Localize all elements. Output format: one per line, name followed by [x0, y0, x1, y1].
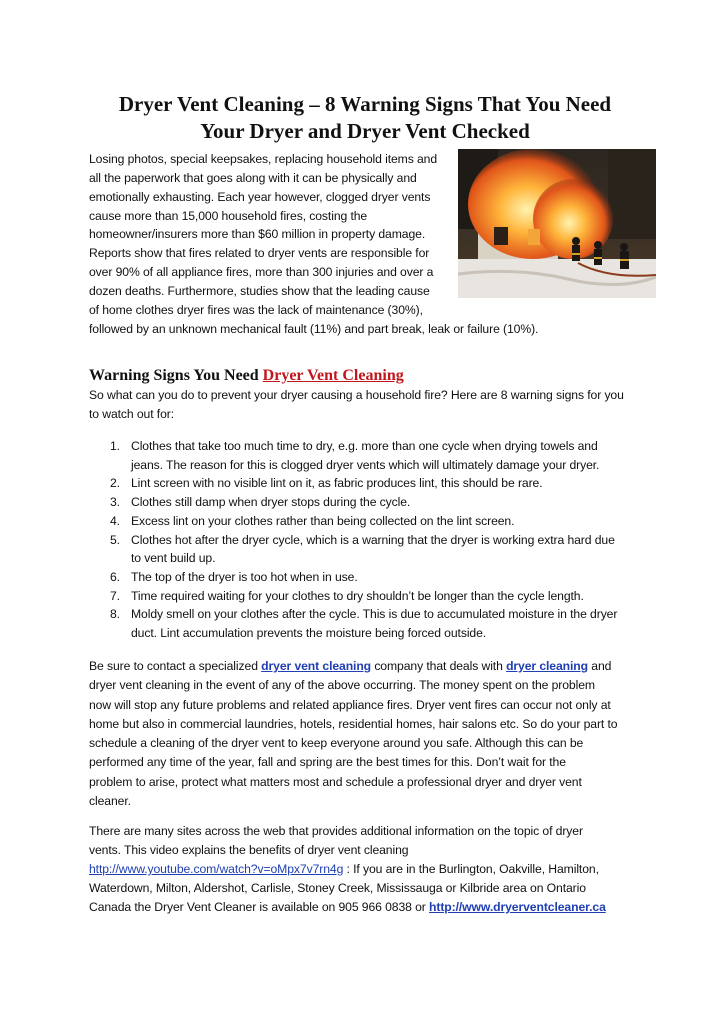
list-number: 2.	[110, 476, 120, 491]
list-number: 6.	[110, 569, 120, 584]
list-item	[110, 437, 650, 474]
lead-line: So what can you do to prevent your dryer causing a household fire? Here are 8 warning signs for you	[89, 388, 624, 402]
dryer-cleaning-link[interactable]: dryer cleaning	[506, 659, 588, 673]
contact-line: problem to arise, protect what matters most and schedule a professional dryer and dryer vent	[89, 774, 582, 789]
contact-line: dryer vent cleaning in the event of any of the above occurring. The money spent on the problem	[89, 678, 595, 693]
contact-line: performed any time of the year, fall and spring are the best times for this. Don’t wait for the	[89, 755, 566, 770]
more-text: : If you are in the Burlington, Oakville, Hamilton,	[343, 862, 599, 876]
list-item-text: to vent build up.	[131, 551, 216, 566]
contact-line-1	[89, 657, 649, 676]
intro-line: homeowner/insurers more than $60 million in property damage.	[89, 227, 426, 241]
page-title	[80, 91, 650, 145]
contact-paragraph	[89, 657, 649, 811]
list-item	[110, 587, 650, 606]
website-link[interactable]: http://www.dryerventcleaner.ca	[429, 900, 606, 914]
contact-text: Be sure to contact a specialized	[89, 659, 262, 673]
title-line-1: Dryer Vent Cleaning – 8 Warning Signs That You Need	[118, 92, 612, 116]
warning-signs-list	[110, 437, 650, 643]
intro-line: emotionally exhausting. Each year however, clogged dryer vents	[89, 190, 431, 204]
intro-line: Reports show that fires related to dryer vents are responsible for	[89, 246, 430, 260]
list-number: 5.	[110, 532, 120, 547]
list-item-text: Lint screen with no visible lint on it, as fabric produces lint, this should be rare.	[131, 476, 543, 491]
title-line-2: Your Dryer and Dryer Vent Checked	[200, 119, 530, 143]
list-item	[110, 605, 650, 642]
list-item-text: Clothes hot after the dryer cycle, which is a warning that the dryer is working extra hard due	[131, 532, 615, 547]
list-item	[110, 568, 650, 587]
house-fire-illustration	[458, 149, 656, 298]
contact-text: company that deals with	[371, 659, 507, 673]
list-item-text: Time required waiting for your clothes to dry shouldn’t be longer than the cycle length.	[131, 588, 584, 603]
intro-line: followed by an unknown mechanical fault (11%) and part break, leak or failure (10%).	[89, 322, 539, 336]
list-item-text: Moldy smell on your clothes after the cycle. This is due to accumulated moisture in the dryer	[131, 607, 618, 622]
intro-line: over 90% of all appliance fires, more than 300 injuries and over a	[89, 265, 434, 279]
list-number: 8.	[110, 607, 120, 622]
list-item	[110, 474, 650, 493]
list-item-text: Clothes still damp when dryer stops during the cycle.	[131, 495, 411, 510]
list-number: 4.	[110, 513, 120, 528]
more-line-3	[89, 860, 649, 879]
list-item-text: The top of the dryer is too hot when in use.	[131, 569, 358, 584]
list-item-text: Excess lint on your clothes rather than being collected on the lint screen.	[131, 513, 515, 528]
intro-line: dozen deaths. Furthermore, studies show that the leading cause	[89, 284, 430, 298]
list-number: 7.	[110, 588, 120, 603]
list-item-text: Clothes that take too much time to dry, e.g. more than one cycle when drying towels and	[131, 439, 598, 453]
dryer-vent-cleaning-heading-link[interactable]: Dryer Vent Cleaning	[262, 367, 404, 384]
list-number: 3.	[110, 495, 120, 510]
more-line-5	[89, 898, 649, 917]
list-item	[110, 531, 650, 568]
more-line: Waterdown, Milton, Aldershot, Carlisle, Stoney Creek, Mississauga or Kilbride area on Ontario	[89, 881, 586, 895]
list-item-text: jeans. The reason for this is clogged dryer vents which will ultimately damage your dryer.	[131, 457, 600, 472]
youtube-video-link[interactable]: http://www.youtube.com/watch?v=oMpx7v7rn4g	[89, 862, 344, 876]
contact-line: cleaner.	[89, 794, 131, 809]
contact-line: now will stop any future problems and related appliance fires. Dryer vent fires can occur not only at	[89, 697, 611, 712]
contact-line: schedule a cleaning of the dryer vent to keep everyone around you safe. Although this can be	[89, 736, 584, 751]
lead-paragraph	[89, 386, 649, 424]
more-line: There are many sites across the web that provides additional information on the topic of dryer	[89, 824, 583, 838]
list-item	[110, 493, 650, 512]
intro-line: of home clothes dryer fires was the lack of maintenance (30%),	[89, 303, 423, 317]
list-item-text: duct. Lint accumulation prevents the moisture being forced outside.	[131, 626, 487, 641]
intro-line: cause more than 15,000 household fires, costing the	[89, 209, 368, 223]
list-item	[110, 512, 650, 531]
lead-line: to watch out for:	[89, 407, 175, 421]
section-heading-prefix: Warning Signs You Need	[89, 367, 263, 384]
intro-line: all the paperwork that goes along with it can be physically and	[89, 171, 417, 185]
contact-line: home but also in commercial laundries, hotels, residential homes, hair salons etc. So do your part to	[89, 716, 618, 731]
section-heading	[89, 366, 404, 386]
more-text: Canada the Dryer Vent Cleaner is available on 905 966 0838 or	[89, 900, 430, 914]
list-number: 1.	[110, 439, 120, 453]
more-info-paragraph	[89, 822, 649, 917]
house-fire-photo	[458, 149, 656, 298]
intro-line: Losing photos, special keepsakes, replacing household items and	[89, 152, 438, 166]
dryer-vent-cleaning-link[interactable]: dryer vent cleaning	[261, 659, 372, 673]
more-line: vents. This video explains the benefits of dryer vent cleaning	[89, 843, 409, 857]
contact-text: and	[587, 659, 612, 673]
